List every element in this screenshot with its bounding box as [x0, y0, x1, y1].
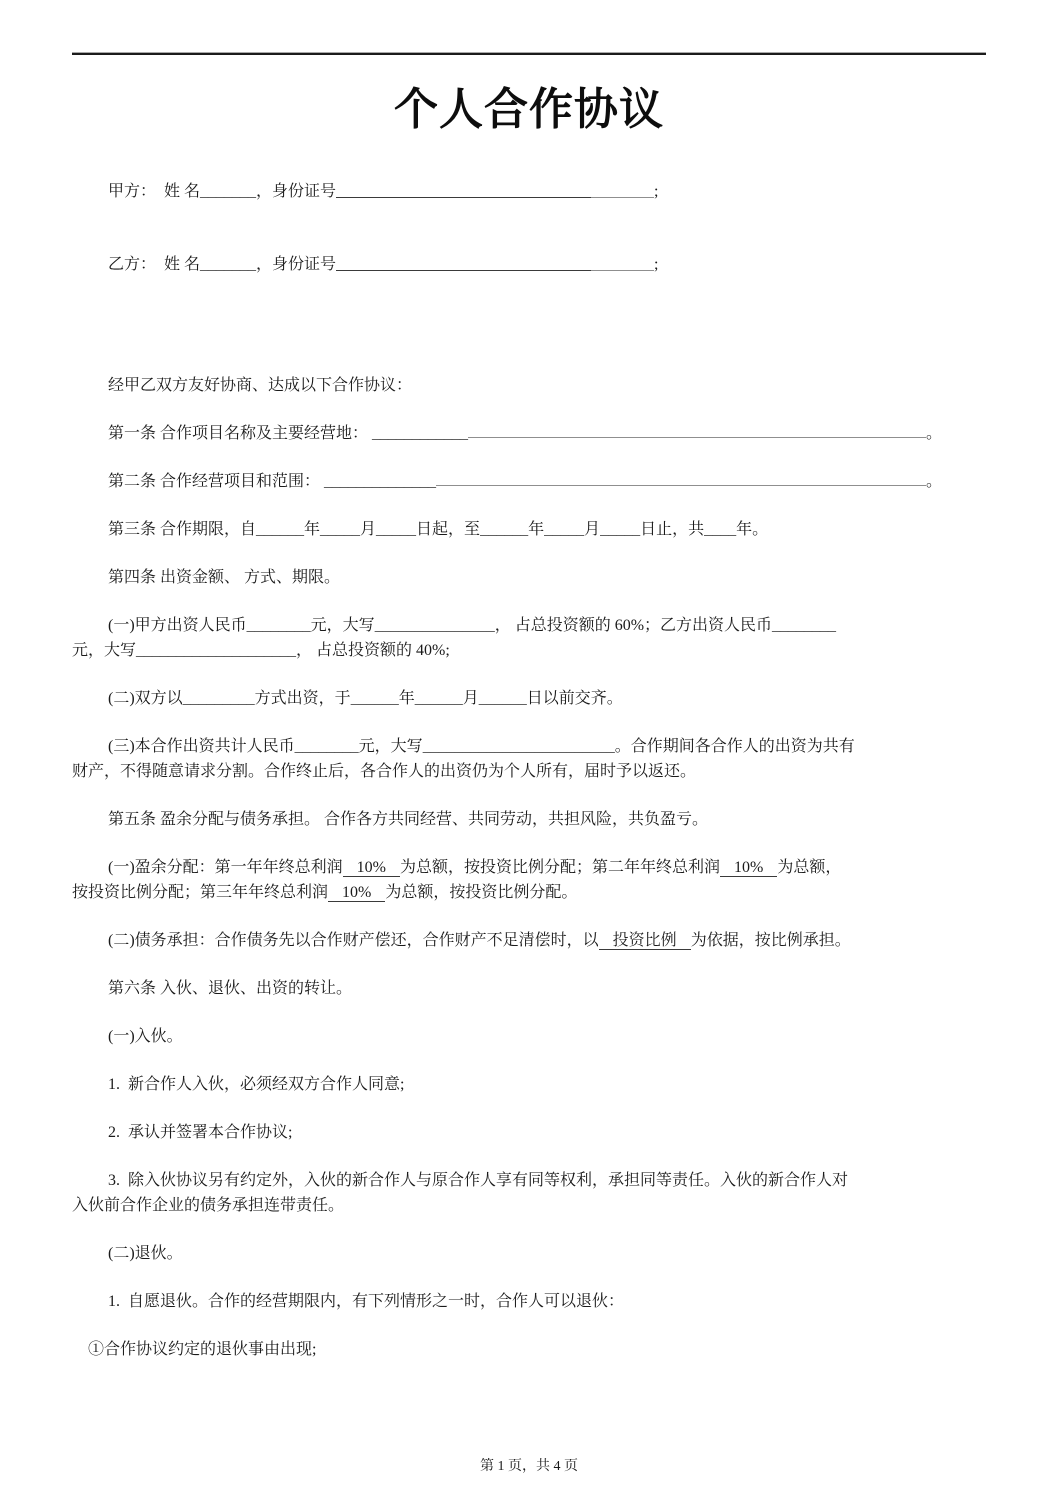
preamble: [72, 373, 986, 398]
text-segment: 为总额，按投资比例分配。: [385, 884, 578, 901]
text-segment: ①合作协议约定的退伙事由出现;: [88, 1341, 317, 1358]
clause-1: [72, 421, 986, 446]
text-segment: 入伙前合作企业的债务承担连带责任。: [72, 1197, 345, 1214]
blank-field: ______________: [324, 473, 437, 490]
clause-6-section-1: [72, 1024, 986, 1049]
filled-value: 10%: [720, 859, 777, 877]
filled-value: 10%: [343, 859, 400, 877]
text-segment: (一)甲方出资人民币: [108, 617, 247, 634]
clause-3: [72, 517, 986, 542]
text-segment: 第六条 入伙、退伙、出资的转让。: [108, 980, 353, 997]
text-segment: (二)双方以: [108, 690, 183, 707]
text-segment: (二)退伙。: [108, 1245, 183, 1262]
text-segment: 。: [925, 473, 942, 490]
text-segment: ，身份证号: [256, 183, 337, 200]
text-segment: 为总额，按投资比例分配；第二年年终总利润: [400, 859, 721, 876]
blank-field: _____: [376, 521, 417, 538]
text-segment: 元，大写: [358, 738, 423, 755]
blank-field: ______: [480, 521, 529, 538]
text-segment: (一)盈余分配：第一年年终总利润: [108, 859, 343, 876]
text-segment: 乙方： 姓 名: [108, 256, 201, 273]
blank-field: ____________: [372, 425, 469, 442]
text-segment: 1. 新合作人入伙，必须经双方合作人同意;: [108, 1076, 405, 1093]
text-segment: ;: [654, 256, 659, 273]
text-segment: 。: [925, 425, 942, 442]
blank-field: ______: [414, 690, 463, 707]
text-segment: 日起，至: [416, 521, 481, 538]
blank-field: _____: [320, 521, 361, 538]
clauses-section: [72, 325, 986, 1362]
blank-field: _______: [200, 256, 257, 273]
blank-field: _____: [600, 521, 641, 538]
text-segment: 元，大写: [310, 617, 375, 634]
blank-field: _________: [182, 690, 255, 707]
blank-field: ________: [772, 617, 837, 634]
document-content: [72, 0, 986, 1385]
text-segment: 月: [584, 521, 601, 538]
party-a-line: [72, 179, 986, 204]
clause-6-s1-point-1: [72, 1072, 986, 1097]
blank-line: [436, 483, 926, 486]
text-segment: ;: [654, 183, 659, 200]
text-segment: 2. 承认并签署本合作协议;: [108, 1124, 293, 1141]
text-segment: 年。: [736, 521, 769, 538]
blank-field: ________: [246, 617, 311, 634]
clause-5-item-2: [72, 928, 986, 953]
blank-field: ____________________: [136, 642, 297, 659]
text-segment: 方式出资，于: [254, 690, 351, 707]
text-segment: 月: [462, 690, 479, 707]
text-segment: (一)入伙。: [108, 1028, 183, 1045]
blank-line: [591, 268, 654, 271]
clause-6-s2-point-1: [72, 1289, 986, 1314]
text-segment: 月: [360, 521, 377, 538]
clause-4-item-2: [72, 686, 986, 711]
text-segment: (二)债务承担：合作债务先以合作财产偿还，合作财产不足清偿时，以: [108, 932, 599, 949]
clause-2: [72, 469, 986, 494]
blank-field: _____: [544, 521, 585, 538]
text-segment: 年: [528, 521, 545, 538]
text-segment: 按投资比例分配；第三年年终总利润: [72, 884, 329, 901]
text-segment: 。合作期间各合作人的出资为共有: [614, 738, 855, 755]
blank-line: [336, 195, 591, 198]
text-segment: 3. 除入伙协议另有约定外，入伙的新合作人与原合作人享有同等权利，承担同等责任。入伙的新合作人对: [108, 1172, 849, 1189]
text-segment: 年: [398, 690, 415, 707]
clause-6-section-2: [72, 1241, 986, 1266]
text-segment: 日止，共: [640, 521, 705, 538]
text-segment: 第三条 合作期限，自: [108, 521, 257, 538]
text-segment: 年: [304, 521, 321, 538]
text-segment: 元，大写: [72, 642, 137, 659]
clause-5: [72, 807, 986, 832]
blank-field: ____: [704, 521, 737, 538]
parties-section: [72, 179, 986, 277]
blank-field: _______________: [374, 617, 495, 634]
text-segment: 经甲乙双方友好协商、达成以下合作协议：: [108, 377, 413, 394]
filled-value: 10%: [328, 884, 385, 902]
text-segment: 第五条 盈余分配与债务承担。 合作各方共同经营、共同劳动，共担风险，共负盈亏。: [108, 811, 709, 828]
clause-4-item-3: [72, 734, 986, 784]
blank-field: ______: [256, 521, 305, 538]
text-segment: ， 占总投资额的 60%；乙方出资人民币: [494, 617, 773, 634]
text-segment: 日以前交齐。: [526, 690, 623, 707]
clause-4-item-1: [72, 613, 986, 663]
blank-line: [336, 268, 591, 271]
text-segment: 第二条 合作经营项目和范围：: [108, 473, 325, 490]
text-segment: ，身份证号: [256, 256, 337, 273]
party-b-line: [72, 252, 986, 277]
filled-value: 投资比例: [599, 932, 691, 950]
document-title: 个人合作协议: [394, 85, 664, 134]
text-segment: 为依据，按比例承担。: [690, 932, 851, 949]
text-segment: 1. 自愿退伙。合作的经营期限内，有下列情形之一时，合作人可以退伙：: [108, 1293, 625, 1310]
page-footer: 第 1 页，共 4 页: [480, 1459, 578, 1474]
blank-line: [468, 435, 926, 438]
blank-line: [591, 195, 654, 198]
text-segment: 第一条 合作项目名称及主要经营地：: [108, 425, 373, 442]
clause-5-item-1: [72, 855, 986, 905]
clause-6: [72, 976, 986, 1001]
blank-field: ______: [478, 690, 527, 707]
clause-6-s1-point-2: [72, 1120, 986, 1145]
clause-4: [72, 565, 986, 590]
header-rule: [72, 52, 986, 55]
text-segment: (三)本合作出资共计人民币: [108, 738, 295, 755]
text-segment: 为总额，: [777, 859, 842, 876]
blank-field: ________: [294, 738, 359, 755]
text-segment: 财产，不得随意请求分割。合作终止后，各合作人的出资仍为个人所有，届时予以返还。: [72, 763, 697, 780]
text-segment: ， 占总投资额的 40%;: [296, 642, 450, 659]
clause-6-s2-circumstance-1: [72, 1337, 986, 1362]
text-segment: 第四条 出资金额、 方式、期限。: [108, 569, 341, 586]
blank-field: ________________________: [422, 738, 615, 755]
blank-field: ______: [350, 690, 399, 707]
text-segment: 甲方： 姓 名: [108, 183, 201, 200]
blank-field: _______: [200, 183, 257, 200]
clause-6-s1-point-3: [72, 1168, 986, 1218]
